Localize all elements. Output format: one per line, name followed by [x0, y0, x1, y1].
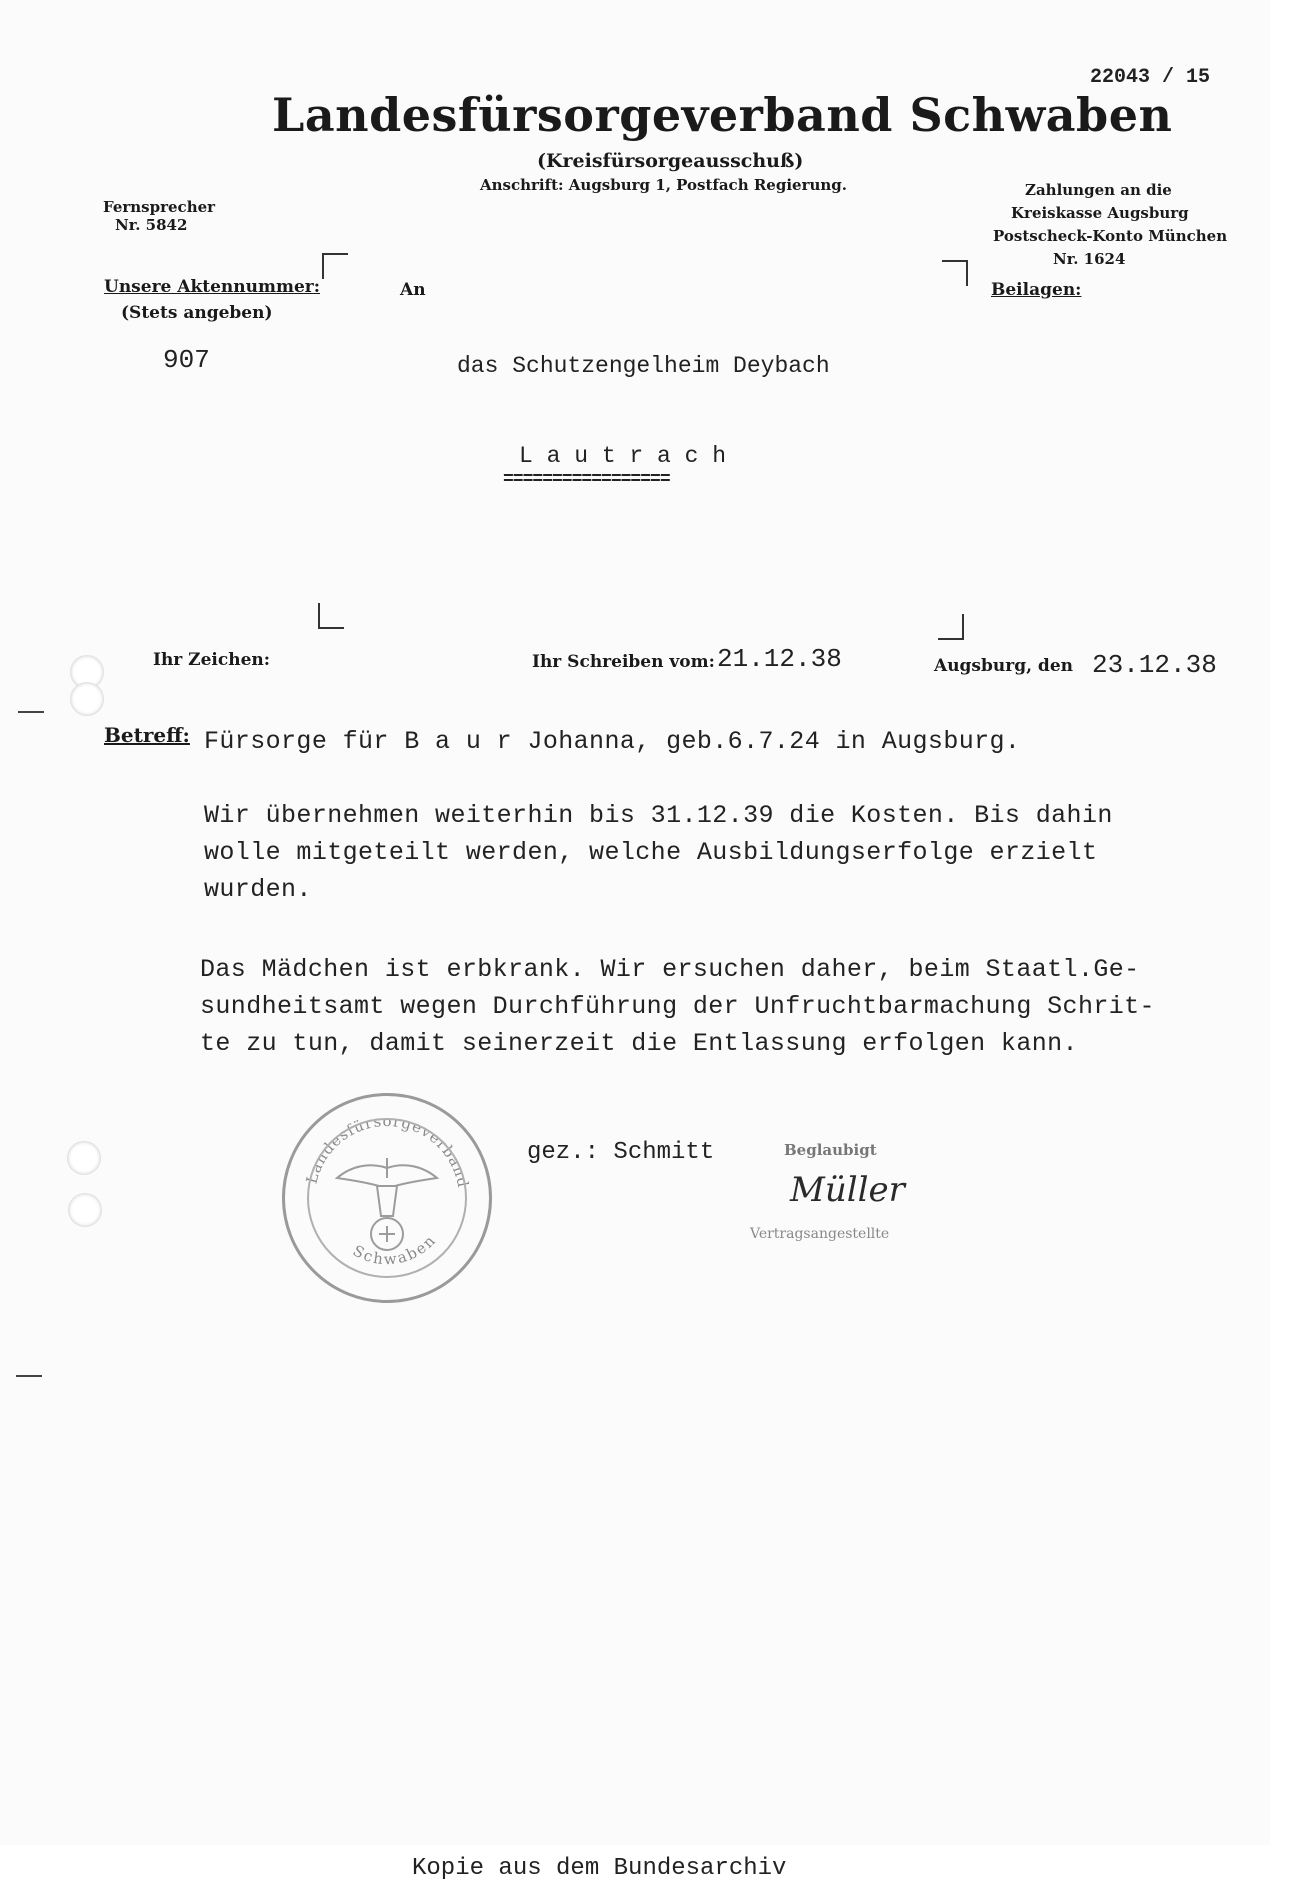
recipient-city: L a u t r a c h [519, 443, 727, 469]
signed-by: gez.: Schmitt [527, 1139, 715, 1166]
recipient-city-underline: ================= [503, 470, 670, 490]
seal-inner-ring [307, 1118, 467, 1278]
phone-number: Nr. 5842 [115, 216, 188, 234]
subject-label: Betreff: [104, 723, 190, 747]
official-seal [282, 1093, 492, 1303]
letter-date: 23.12.38 [1092, 650, 1217, 680]
enclosures-label: Beilagen: [991, 280, 1082, 300]
certified-label: Beglaubigt [784, 1141, 877, 1159]
letterhead-subtitle: (Kreisfürsorgeausschuß) [537, 150, 804, 172]
letterhead-title: Landesfürsorgeverband Schwaben [272, 88, 1173, 142]
file-number-hint: (Stets angeben) [121, 303, 273, 323]
body-p2-line3: te zu tun, damit seinerzeit die Entlassung erfolgen kann. [200, 1029, 1078, 1058]
payments-line-2: Kreiskasse Augsburg [1011, 204, 1189, 222]
punch-hole-mid [67, 1141, 101, 1175]
letterhead-address: Anschrift: Augsburg 1, Postfach Regierung. [480, 176, 847, 194]
payments-line-3: Postscheck-Konto München [993, 227, 1228, 245]
payments-line-4: Nr. 1624 [1053, 250, 1126, 268]
signer-role: Vertragsangestellte [750, 1226, 890, 1242]
your-letter-label: Ihr Schreiben vom: [532, 652, 715, 672]
window-corner-bottom-right [938, 614, 964, 640]
archive-footer: Kopie aus dem Bundesarchiv [412, 1855, 787, 1882]
file-number-value: 907 [163, 345, 210, 375]
your-sign-label: Ihr Zeichen: [153, 650, 271, 670]
window-corner-bottom-left [318, 603, 344, 629]
file-reference: 22043 / 15 [1090, 66, 1211, 89]
seal-top-text: Landesfürsorgeverband [302, 1111, 473, 1190]
punch-hole-top-2 [70, 682, 104, 716]
window-corner-top-left [322, 253, 348, 279]
phone-label: Fernsprecher [103, 198, 216, 216]
body-p2-line1: Das Mädchen ist erbkrank. Wir ersuchen daher, beim Staatl.Ge- [200, 955, 1140, 984]
punch-hole-bottom [68, 1193, 102, 1227]
body-p2-line2: sundheitsamt wegen Durchführung der Unfruchtbarmachung Schrit- [200, 992, 1155, 1021]
file-number-label: Unsere Aktennummer: [104, 277, 321, 297]
body-p1-line1: Wir übernehmen weiterhin bis 31.12.39 die Kosten. Bis dahin [204, 801, 1113, 830]
body-p1-line3: wurden. [204, 875, 312, 904]
recipient-name: das Schutzengelheim Deybach [457, 353, 830, 379]
body-p1-line2: wolle mitgeteilt werden, welche Ausbildungserfolge erzielt [204, 838, 1098, 867]
subject-text: Fürsorge für B a u r Johanna, geb.6.7.24 in Augsburg. [204, 727, 1021, 756]
your-letter-date: 21.12.38 [717, 644, 842, 674]
seal-bottom-text: Schwaben [349, 1230, 440, 1269]
place-date-label: Augsburg, den [934, 656, 1073, 676]
margin-tick-top [18, 711, 44, 713]
margin-tick-bottom [16, 1375, 42, 1377]
window-corner-top-right [942, 260, 968, 286]
recipient-prefix: An [400, 280, 426, 300]
payments-line-1: Zahlungen an die [1025, 181, 1172, 199]
handwritten-signature: Müller [790, 1170, 905, 1210]
